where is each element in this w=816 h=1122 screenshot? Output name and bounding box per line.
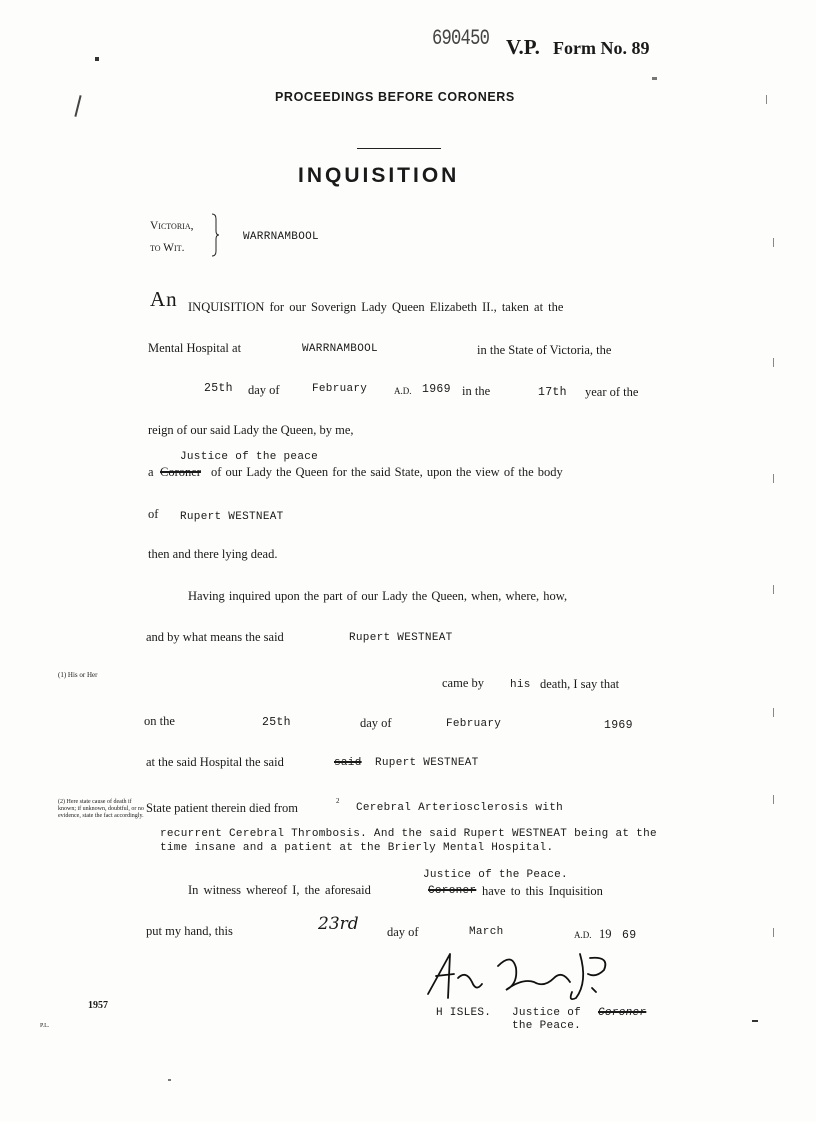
witness-official-title: Justice of the Peace. — [423, 869, 568, 881]
preamble-line1: INQUISITION for our Soverign Lady Queen Elizabeth II., taken at the — [188, 300, 564, 314]
came-by: came by — [442, 676, 484, 690]
scan-mark — [773, 928, 774, 937]
signature-typed-name: H ISLES. — [436, 1007, 492, 1019]
scan-mark — [766, 95, 767, 104]
death-month: February — [446, 718, 502, 730]
cause-line2: recurrent Cerebral Thrombosis. And the said Rupert WESTNEAT being at the — [160, 828, 657, 840]
signature-struck-title — [598, 1007, 646, 1019]
death-year: 1969 — [604, 719, 633, 732]
official-line-prefix: a — [148, 465, 154, 479]
preamble-an: An — [150, 287, 178, 311]
state-suffix: in the State of Victoria, the — [477, 343, 612, 357]
hospital-location: WARRNAMBOOL — [302, 343, 378, 355]
deceased-of-label: of — [148, 507, 159, 521]
venue-state-label: Victoria, — [150, 220, 194, 232]
footnote-marker-2: 2 — [336, 797, 340, 805]
witness-line-suffix: have to this Inquisition — [482, 884, 603, 898]
scan-slash — [74, 95, 81, 117]
proceedings-heading: PROCEEDINGS BEFORE CORONERS — [275, 90, 515, 104]
inquisition-day: 25th — [204, 382, 233, 395]
pronoun: his — [510, 679, 531, 691]
year-of-the: year of the — [585, 385, 639, 399]
inquisition-day-of: day of — [248, 383, 280, 397]
print-year: 1957 — [88, 1000, 108, 1011]
death-day: 25th — [262, 716, 291, 729]
hospital-prefix: Mental Hospital at — [148, 341, 242, 355]
reign-line: reign of our said Lady the Queen, by me, — [148, 423, 354, 437]
venue-location: WARRNAMBOOL — [243, 231, 319, 243]
hospital-line: at the said Hospital the said — [146, 755, 284, 769]
witness-year-suffix: 69 — [622, 929, 637, 942]
scan-mark — [773, 795, 774, 804]
signature-title-line2: the Peace. — [512, 1020, 582, 1032]
state-patient: State patient therein died from — [146, 801, 299, 815]
scan-speck — [652, 77, 657, 80]
venue-brace — [210, 213, 220, 257]
cause-line3: time insane and a patient at the Brierly Mental Hospital. — [160, 842, 554, 854]
deceased-name: Rupert WESTNEAT — [180, 511, 284, 523]
scan-mark — [773, 585, 774, 594]
death-on-the: on the — [144, 714, 175, 728]
witness-line-prefix: In witness whereof I, the aforesaid — [188, 883, 371, 897]
venue-to-wit-label: to Wit. — [150, 242, 185, 254]
inquisition-month: February — [312, 383, 368, 395]
reign-year: 17th — [538, 386, 567, 399]
death-day-of: day of — [360, 716, 392, 730]
margin-note-1: (1) His or Her — [58, 671, 98, 679]
struck-word: said — [334, 757, 362, 769]
cause-line1: Cerebral Arteriosclerosis with — [356, 802, 564, 814]
document-title: INQUISITION — [298, 164, 460, 187]
form-number: Form No. 89 — [553, 38, 650, 58]
inquisition-year: 1969 — [422, 383, 451, 396]
inquiry-line2-prefix: and by what means the said — [146, 630, 284, 644]
form-label: V.P. — [506, 35, 540, 59]
printer-code: P.L. — [40, 1023, 50, 1029]
heading-rule — [357, 148, 441, 149]
witness-struck-title — [428, 885, 476, 897]
witness-day-of: day of — [387, 925, 419, 939]
hand-prefix: put my hand, this — [146, 924, 233, 938]
scan-speck — [752, 1020, 758, 1022]
inquiry-line1: Having inquired upon the part of our Lady the Queen, when, where, how, — [188, 589, 568, 603]
scan-mark — [773, 238, 774, 247]
handwritten-signature — [420, 948, 620, 1004]
inquisition-in-the: in the — [462, 384, 491, 398]
scan-mark — [773, 474, 774, 483]
margin-note-2: (2) Here state cause of death if known; if unknown, doubtful, or no evidence, state the fact accordingly. — [58, 799, 144, 819]
witness-ad-label: A.D. — [574, 930, 592, 940]
serial-number: 690450 — [432, 26, 490, 51]
scan-speck — [168, 1079, 171, 1081]
death-suffix: death, I say that — [540, 677, 620, 691]
scan-mark — [773, 708, 774, 717]
struck-word: Coroner — [428, 885, 477, 897]
struck-said — [334, 757, 362, 769]
inquisition-ad-label: A.D. — [394, 386, 412, 396]
signature-title-line1: Justice of — [512, 1007, 582, 1019]
official-title: Justice of the peace — [180, 451, 319, 463]
witness-year-prefix: 19 — [599, 927, 612, 941]
lying-dead: then and there lying dead. — [148, 547, 278, 561]
inquiry-name: Rupert WESTNEAT — [349, 632, 453, 644]
struck-word: Coroner — [598, 1007, 647, 1019]
witness-day: 23rd — [318, 914, 359, 934]
struck-word: Coroner — [160, 465, 201, 479]
witness-month: March — [469, 926, 504, 938]
scan-speck — [95, 57, 99, 61]
inquiry-name-2: Rupert WESTNEAT — [375, 757, 479, 769]
struck-official-title — [160, 465, 201, 480]
official-line-suffix: of our Lady the Queen for the said State, upon the view of the body — [211, 465, 563, 479]
scan-mark — [773, 358, 774, 367]
